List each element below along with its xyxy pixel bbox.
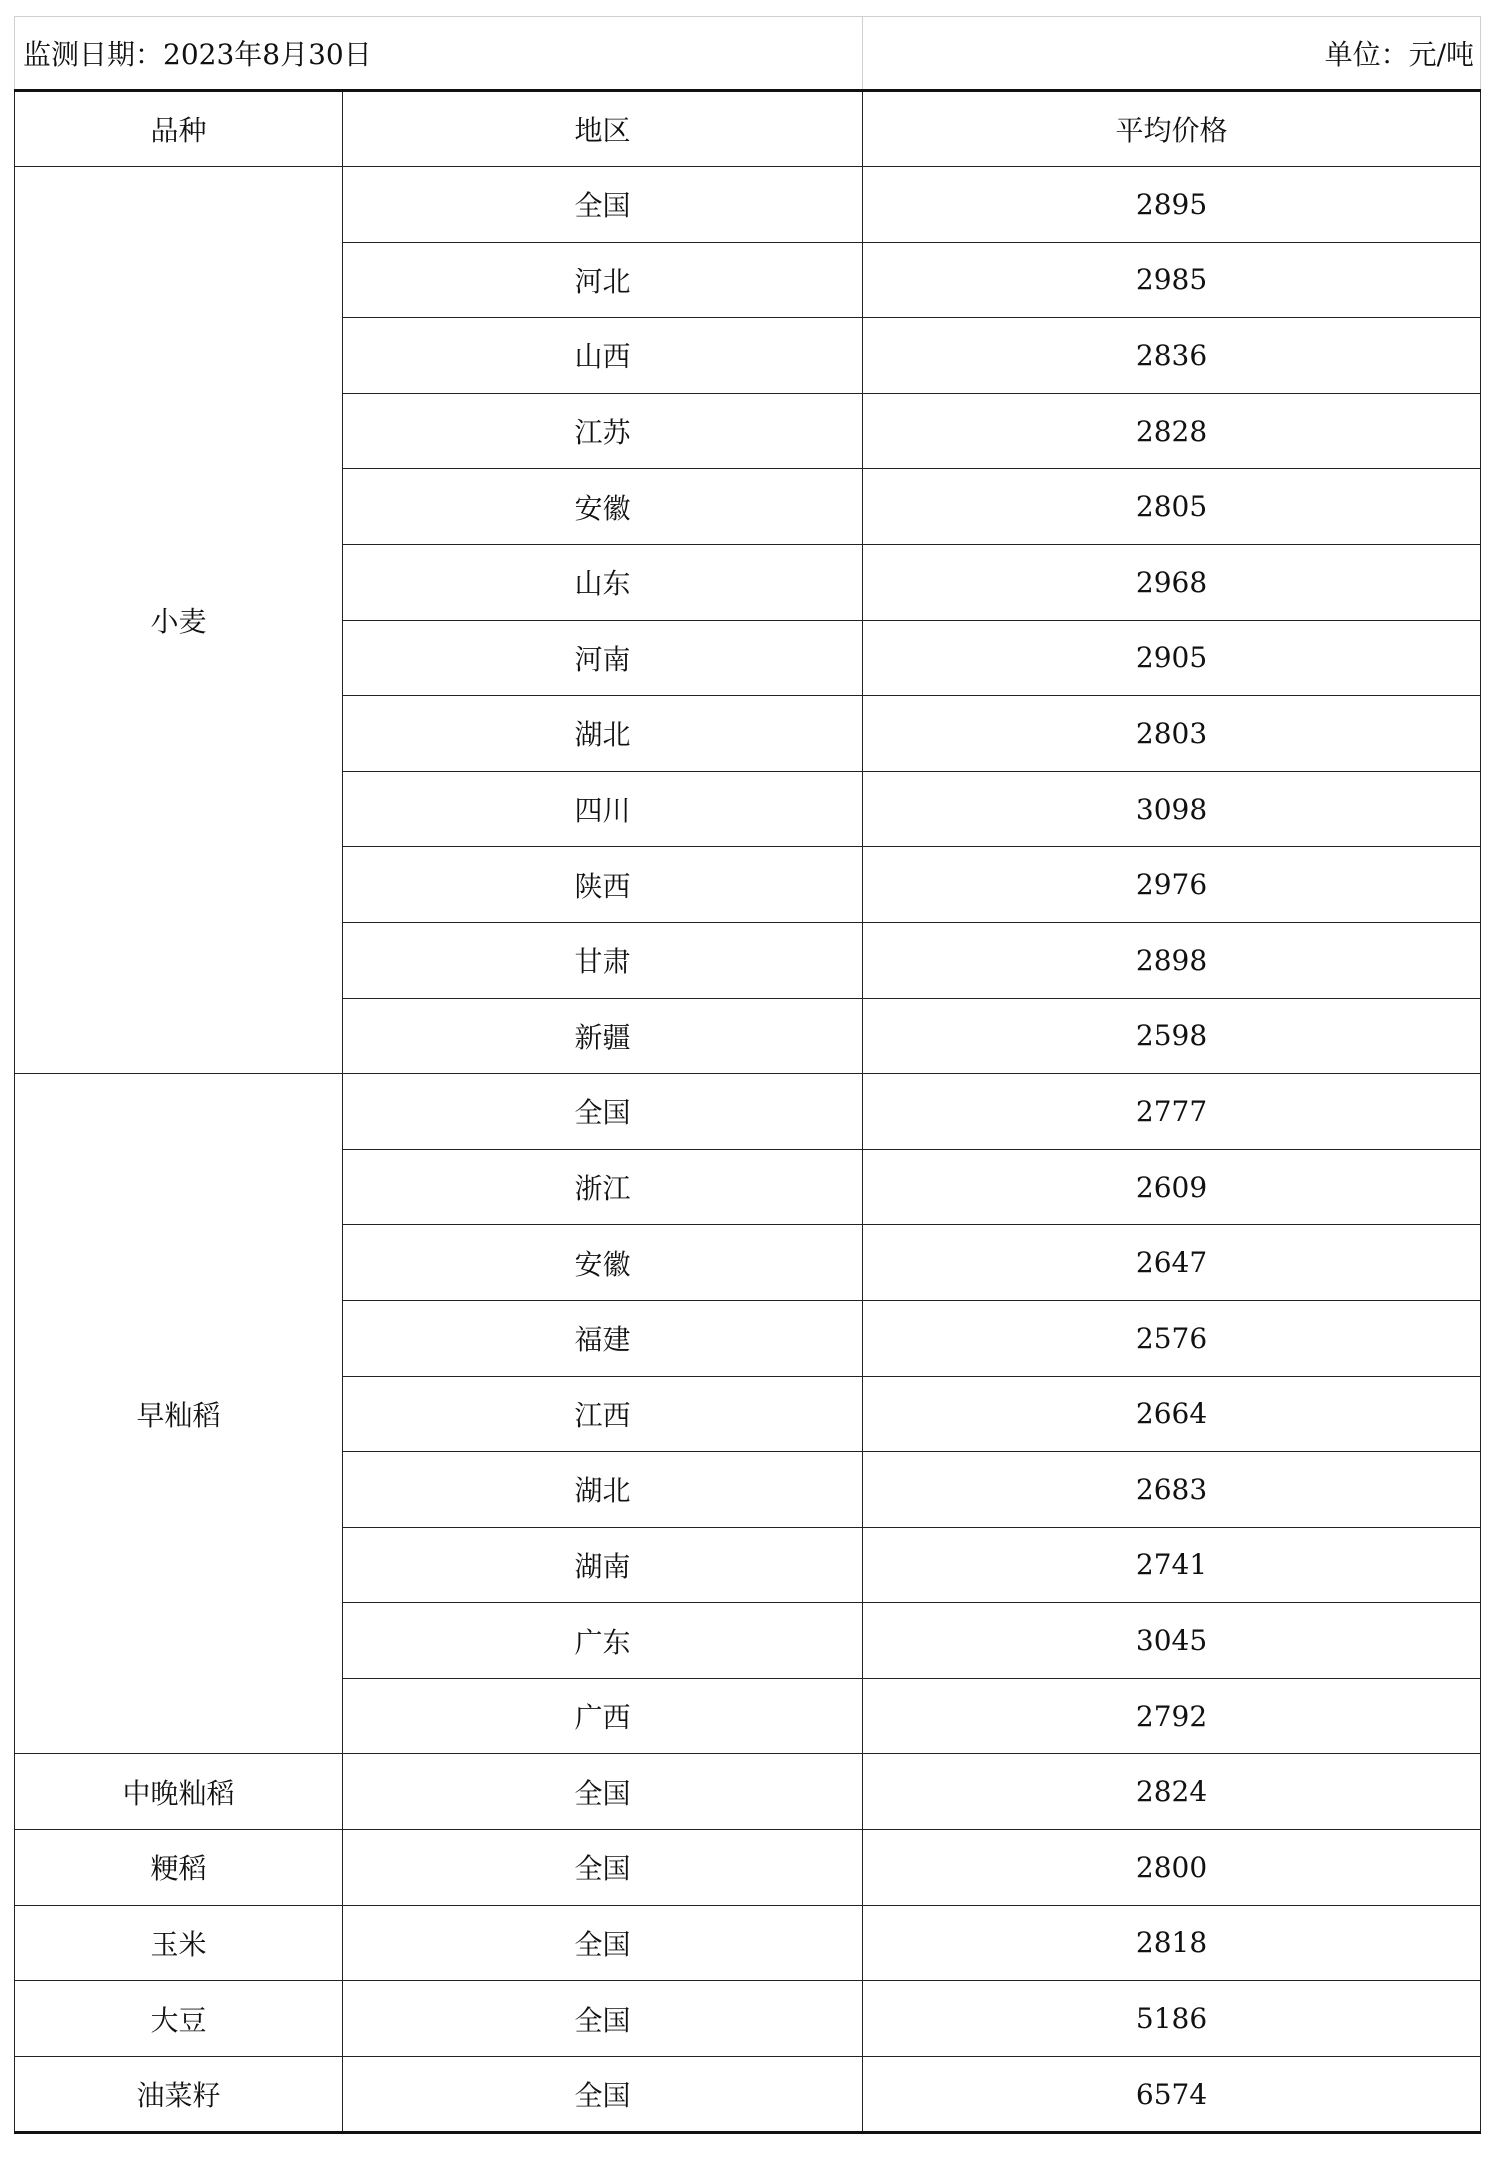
price-cell: 2836 [863,318,1481,394]
price-cell: 2664 [863,1376,1481,1452]
region-cell: 江苏 [343,393,863,469]
region-cell: 湖南 [343,1527,863,1603]
region-cell: 山西 [343,318,863,394]
variety-cell: 大豆 [15,1981,343,2057]
price-cell: 3045 [863,1603,1481,1679]
variety-cell: 中晚籼稻 [15,1754,343,1830]
region-cell: 四川 [343,771,863,847]
region-cell: 安徽 [343,469,863,545]
region-cell: 福建 [343,1300,863,1376]
price-cell: 6574 [863,2056,1481,2133]
region-cell: 甘肃 [343,922,863,998]
table-row [15,1074,1481,1150]
price-cell: 2828 [863,393,1481,469]
variety-cell: 小麦 [15,167,343,1074]
price-cell: 2905 [863,620,1481,696]
header-variety: 品种 [15,91,343,167]
region-cell: 全国 [343,1981,863,2057]
price-cell: 2792 [863,1678,1481,1754]
price-cell: 2895 [863,167,1481,243]
region-cell: 全国 [343,1905,863,1981]
table-row [15,2056,1481,2133]
unit-label: 单位：元/吨 [863,17,1481,91]
region-cell: 河北 [343,242,863,318]
region-cell: 安徽 [343,1225,863,1301]
price-cell: 2985 [863,242,1481,318]
price-cell: 2598 [863,998,1481,1074]
price-cell: 2647 [863,1225,1481,1301]
header-row [15,91,1481,167]
region-cell: 新疆 [343,998,863,1074]
price-cell: 2741 [863,1527,1481,1603]
price-cell: 3098 [863,771,1481,847]
table-row [15,167,1481,243]
price-cell: 2683 [863,1452,1481,1528]
table-row [15,1830,1481,1906]
region-cell: 广西 [343,1678,863,1754]
region-cell: 江西 [343,1376,863,1452]
price-cell: 2805 [863,469,1481,545]
price-table-sheet [14,16,1480,2150]
price-cell: 2898 [863,922,1481,998]
price-cell: 2824 [863,1754,1481,1830]
table-row [15,1754,1481,1830]
region-cell: 全国 [343,167,863,243]
region-cell: 全国 [343,2056,863,2133]
header-price: 平均价格 [863,91,1481,167]
variety-cell: 油菜籽 [15,2056,343,2133]
region-cell: 全国 [343,1754,863,1830]
region-cell: 广东 [343,1603,863,1679]
monitoring-date: 监测日期：2023年8月30日 [15,17,863,91]
price-cell: 2803 [863,696,1481,772]
price-cell: 2609 [863,1149,1481,1225]
region-cell: 山东 [343,544,863,620]
region-cell: 湖北 [343,1452,863,1528]
header-region: 地区 [343,91,863,167]
variety-cell: 玉米 [15,1905,343,1981]
region-cell: 河南 [343,620,863,696]
grain-price-table [14,16,1481,2134]
price-cell: 2777 [863,1074,1481,1150]
region-cell: 浙江 [343,1149,863,1225]
price-cell: 5186 [863,1981,1481,2057]
price-cell: 2968 [863,544,1481,620]
table-row [15,1905,1481,1981]
region-cell: 陕西 [343,847,863,923]
variety-cell: 早籼稻 [15,1074,343,1754]
price-cell: 2976 [863,847,1481,923]
region-cell: 湖北 [343,696,863,772]
price-cell: 2576 [863,1300,1481,1376]
price-cell: 2818 [863,1905,1481,1981]
info-row [15,17,1481,91]
region-cell: 全国 [343,1074,863,1150]
region-cell: 全国 [343,1830,863,1906]
table-body [15,17,1481,2133]
variety-cell: 粳稻 [15,1830,343,1906]
price-cell: 2800 [863,1830,1481,1906]
table-row [15,1981,1481,2057]
